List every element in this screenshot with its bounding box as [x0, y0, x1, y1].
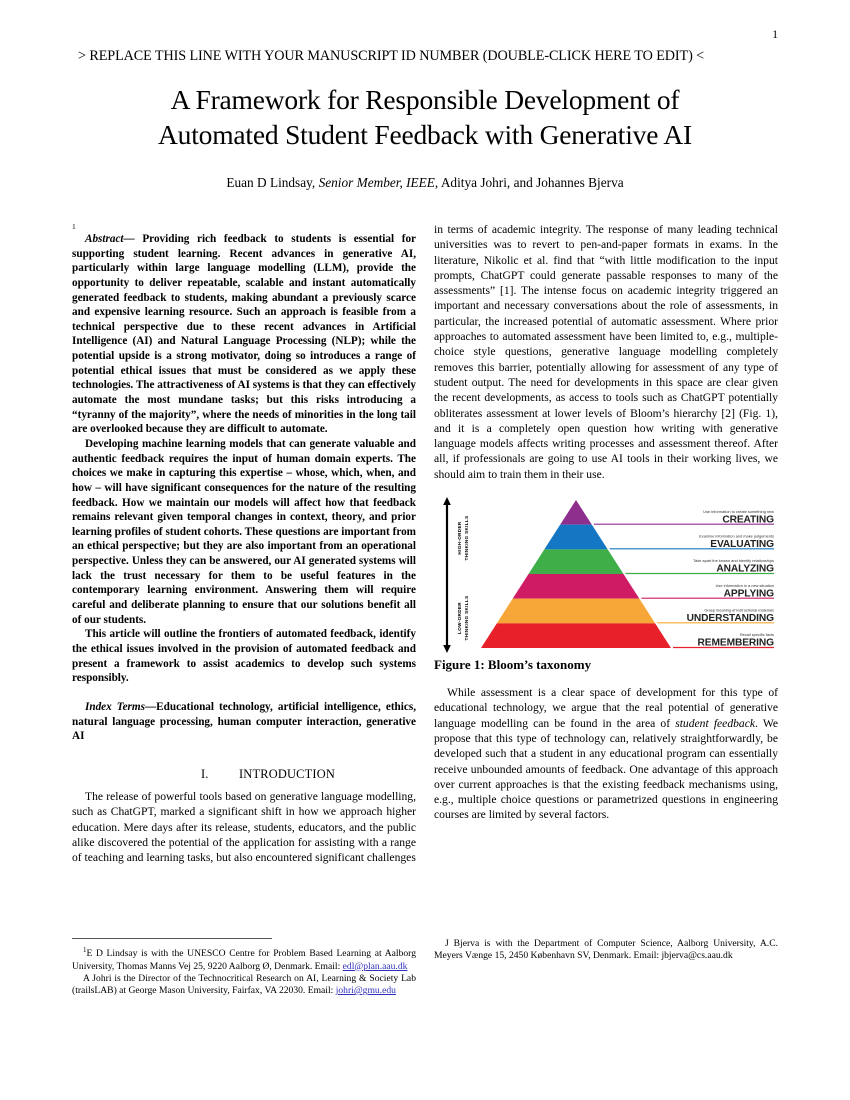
abstract-footnote-marker: 1: [72, 222, 76, 231]
pyramid-level-descriptor-evaluating: Examine information and make judgements: [699, 533, 774, 539]
introduction-body-left: [72, 789, 416, 865]
section-heading-introduction: [72, 766, 416, 782]
page-number: 1: [772, 29, 778, 41]
pyramid-level-label-understanding: UNDERSTANDING: [686, 613, 774, 625]
column-right: [434, 222, 778, 823]
introduction-paragraph-1: The release of powerful tools based on generative language modelling, such as ChatGPT, marked a significant shift in how we approach higher education. Mere days after its release, students, educators, and the public alike discovered the potential of the application for assisting with a range of teaching and learning tasks, but also encountered significant challenges: [72, 789, 416, 865]
introduction-body-right-2: [434, 685, 778, 823]
footnote-1-email[interactable]: edl@plan.aau.dk: [342, 960, 408, 972]
author-list: [72, 174, 778, 193]
footnote-3: J Bjerva is with the Department of Computer Science, Aalborg University, A.C. Meyers Vænge 15, 2450 København SV, Denmark. Email: jbjerva@cs.aau.dk: [434, 938, 778, 962]
pyramid-level-label-applying: APPLYING: [723, 588, 774, 600]
pyramid-level-label-analyzing: ANALYZING: [716, 563, 774, 575]
page-title: [72, 82, 778, 152]
pyramid-level-label-evaluating: EVALUATING: [710, 539, 774, 551]
abstract-paragraph-3: This article will outline the frontiers of automated feedback, identify the ethical issues involved in the provision of automated feedback and present a framework to assist academics to develop such systems responsibly.: [72, 628, 416, 685]
thinking-skills-axis: [443, 497, 451, 653]
author-list-post: , Aditya Johri, and Johannes Bjerva: [434, 175, 624, 191]
pyramid-level-descriptor-creating: Use information to create something new: [703, 508, 774, 514]
introduction-body-right: [434, 222, 778, 482]
intro-p2-pre: While assessment is a clear space of development for this type of educational technology, we argue that the real potential of generative language modelling can be found in the area of: [434, 686, 778, 730]
footnotes-left: [72, 938, 416, 997]
blooms-taxonomy-diagram: [434, 496, 778, 656]
section-number: I.: [200, 766, 209, 781]
figure-caption: Figure 1: Bloom’s taxonomy: [434, 657, 592, 673]
pyramid-level-descriptor-applying: Use information in a new situation: [715, 582, 774, 588]
footnote-2-email[interactable]: johri@gmu.edu: [335, 985, 396, 997]
intro-p2-emphasis: student feedback: [675, 716, 756, 730]
pyramid-level-applying: [513, 574, 640, 599]
manuscript-id-line: > REPLACE THIS LINE WITH YOUR MANUSCRIPT ID NUMBER (DOUBLE-CLICK HERE TO EDIT) <: [78, 48, 705, 64]
abstract-paragraph-2: Developing machine learning models that can generate valuable and authentic feedback requires the input of human domain experts. The choices we make in capturing this expertise – whose, which, when, and how – will have significant consequences for the nature of the resulting feedback. How we maintain our models will affect how that feedback remains relevant given temporal changes in context, theory, and prior learning profiles of student cohorts. These questions are important from an ethical perspective; but they are also important from an operational perspective. Unless they can be answered, our AI generated systems will lack the trust necessary for them to be useful features in the contemporary learning environment. Answering them will require careful and deliberate planning to ensure that our solutions benefit all of our students.: [72, 437, 416, 626]
pyramid-level-analyzing: [529, 549, 624, 574]
axis-label-low-order-2: THINKING SKILLS: [464, 595, 469, 641]
footnote-1-text: E D Lindsay is with the UNESCO Centre for Problem Based Learning at Aalborg University, Thomas Manns Vej 25, 9220 Aalborg Ø, Denmark. Email:: [72, 948, 416, 972]
footnote-marker-1: 1: [83, 946, 87, 954]
footnotes-right: [434, 938, 778, 963]
abstract-section: [72, 232, 416, 686]
footnote-2-text: A Johri is the Director of the Technocritical Research on AI, Learning & Society Lab (trailsLAB) at George Mason University, Fairfax, VA 22030. Email:: [72, 972, 416, 997]
paper-title-line-1: A Framework for Responsible Development of: [170, 84, 680, 115]
abstract-text-1: Providing rich feedback to students is essential for supporting student learning. Recent advances in generative AI, particularly within large language modelling (LLM), provide the opportunity to deliver repeatable, scalable and instant automatically generated feedback to students, making abundant a previously scarce and expensive learning resource. Such an approach is feasible from a technical perspective due to these recent advances in Artificial Intelligence (AI) and Natural Language Processing (NLP); while the potential upside is a strong motivator, doing so introduces a range of potential ethical issues that must be considered as we apply these technologies. The attractiveness of AI systems is that they can effectively automate the most mundane tasks; but this risks introducing a “tyranny of the majority”, where the needs of minorities in the long tail are overlooked because they are difficult to automate.: [72, 233, 417, 436]
author-membership: Senior Member, IEEE: [318, 175, 435, 191]
pyramid-level-descriptor-analyzing: Take apart the known and identify relationships: [693, 558, 774, 564]
index-terms-section: [72, 700, 416, 744]
pyramid-level-remembering: [481, 623, 671, 648]
column-left: [72, 222, 416, 865]
abstract-label: Abstract—: [85, 233, 135, 245]
pyramid-level-understanding: [497, 599, 655, 624]
introduction-paragraph-2: [434, 685, 778, 823]
pyramid-level-label-creating: CREATING: [722, 514, 774, 526]
axis-label-high-order-2: THINKING SKILLS: [464, 515, 469, 561]
pyramid-level-descriptor-remembering: Recall specific facts: [739, 632, 774, 638]
index-terms-dash: —: [144, 700, 157, 713]
pyramid-level-descriptor-understanding: Grasp meaning of instructional materials: [704, 607, 774, 613]
footnote-separator-rule: [72, 938, 272, 939]
axis-label-high-order: HIGH-ORDER: [457, 521, 462, 555]
section-title: INTRODUCTION: [238, 766, 335, 781]
pyramid-level-evaluating: [544, 525, 607, 550]
index-terms-list: Educational technology, artificial intelligence, ethics, natural language processing, human computer interaction, generative AI: [72, 700, 416, 743]
title-block: [72, 82, 778, 193]
footnote-1: [72, 946, 416, 973]
figure-blooms-taxonomy: [434, 496, 778, 672]
paper-title-line-2: Automated Student Feedback with Generative AI: [158, 119, 692, 151]
author-list-pre: Euan D Lindsay,: [226, 175, 319, 191]
pyramid-level-creating: [560, 500, 592, 525]
introduction-paragraph-1-continued: in terms of academic integrity. The response of many leading technical universities was to revert to pen-and-paper formats in exams. In the literature, Nikolic et al. find that “with little modification to the input prompts, ChatGPT could generate passable responses to many of the assessments” [1]. The intense focus on academic integrity triggered an important and necessary conversations about the role of assessments, in particular, the increased potential of automatic assessment. Where prior approaches to automated assessment have been limited to, e.g., multiple-choice style questions, generative language modelling completely removes this barrier, potentially allowing for assessment of any type of student output. The need for developments in this space are clear given the recent developments, as access to tools such as ChatGPT potentially obliterates assessment at lower levels of Bloom’s hierarchy [2] (Fig. 1), and it is a completely open question how writing with generative language models affects writing processes and assessment thereof. After all, if professionals are going to use AI tools in their working lives, we should aim to train them in their use.: [434, 223, 778, 481]
axis-label-low-order: LOW-ORDER: [457, 602, 462, 634]
intro-p2-post: . We propose that this type of technology can, relatively straightforwardly, be developed such that a student in any educational program can essentially receive unbounded amounts of feedback. One advantage of this approach over current approaches is that the existing feedback mechanisms using, e.g., multiple choice questions or parametrized questions in engineering courses are limited by several factors.: [434, 716, 778, 822]
pyramid-level-label-remembering: REMEMBERING: [697, 637, 774, 649]
index-terms-label: Index Terms: [85, 700, 145, 713]
footnote-2: [72, 973, 416, 998]
abstract-paragraph-1: [72, 232, 416, 437]
